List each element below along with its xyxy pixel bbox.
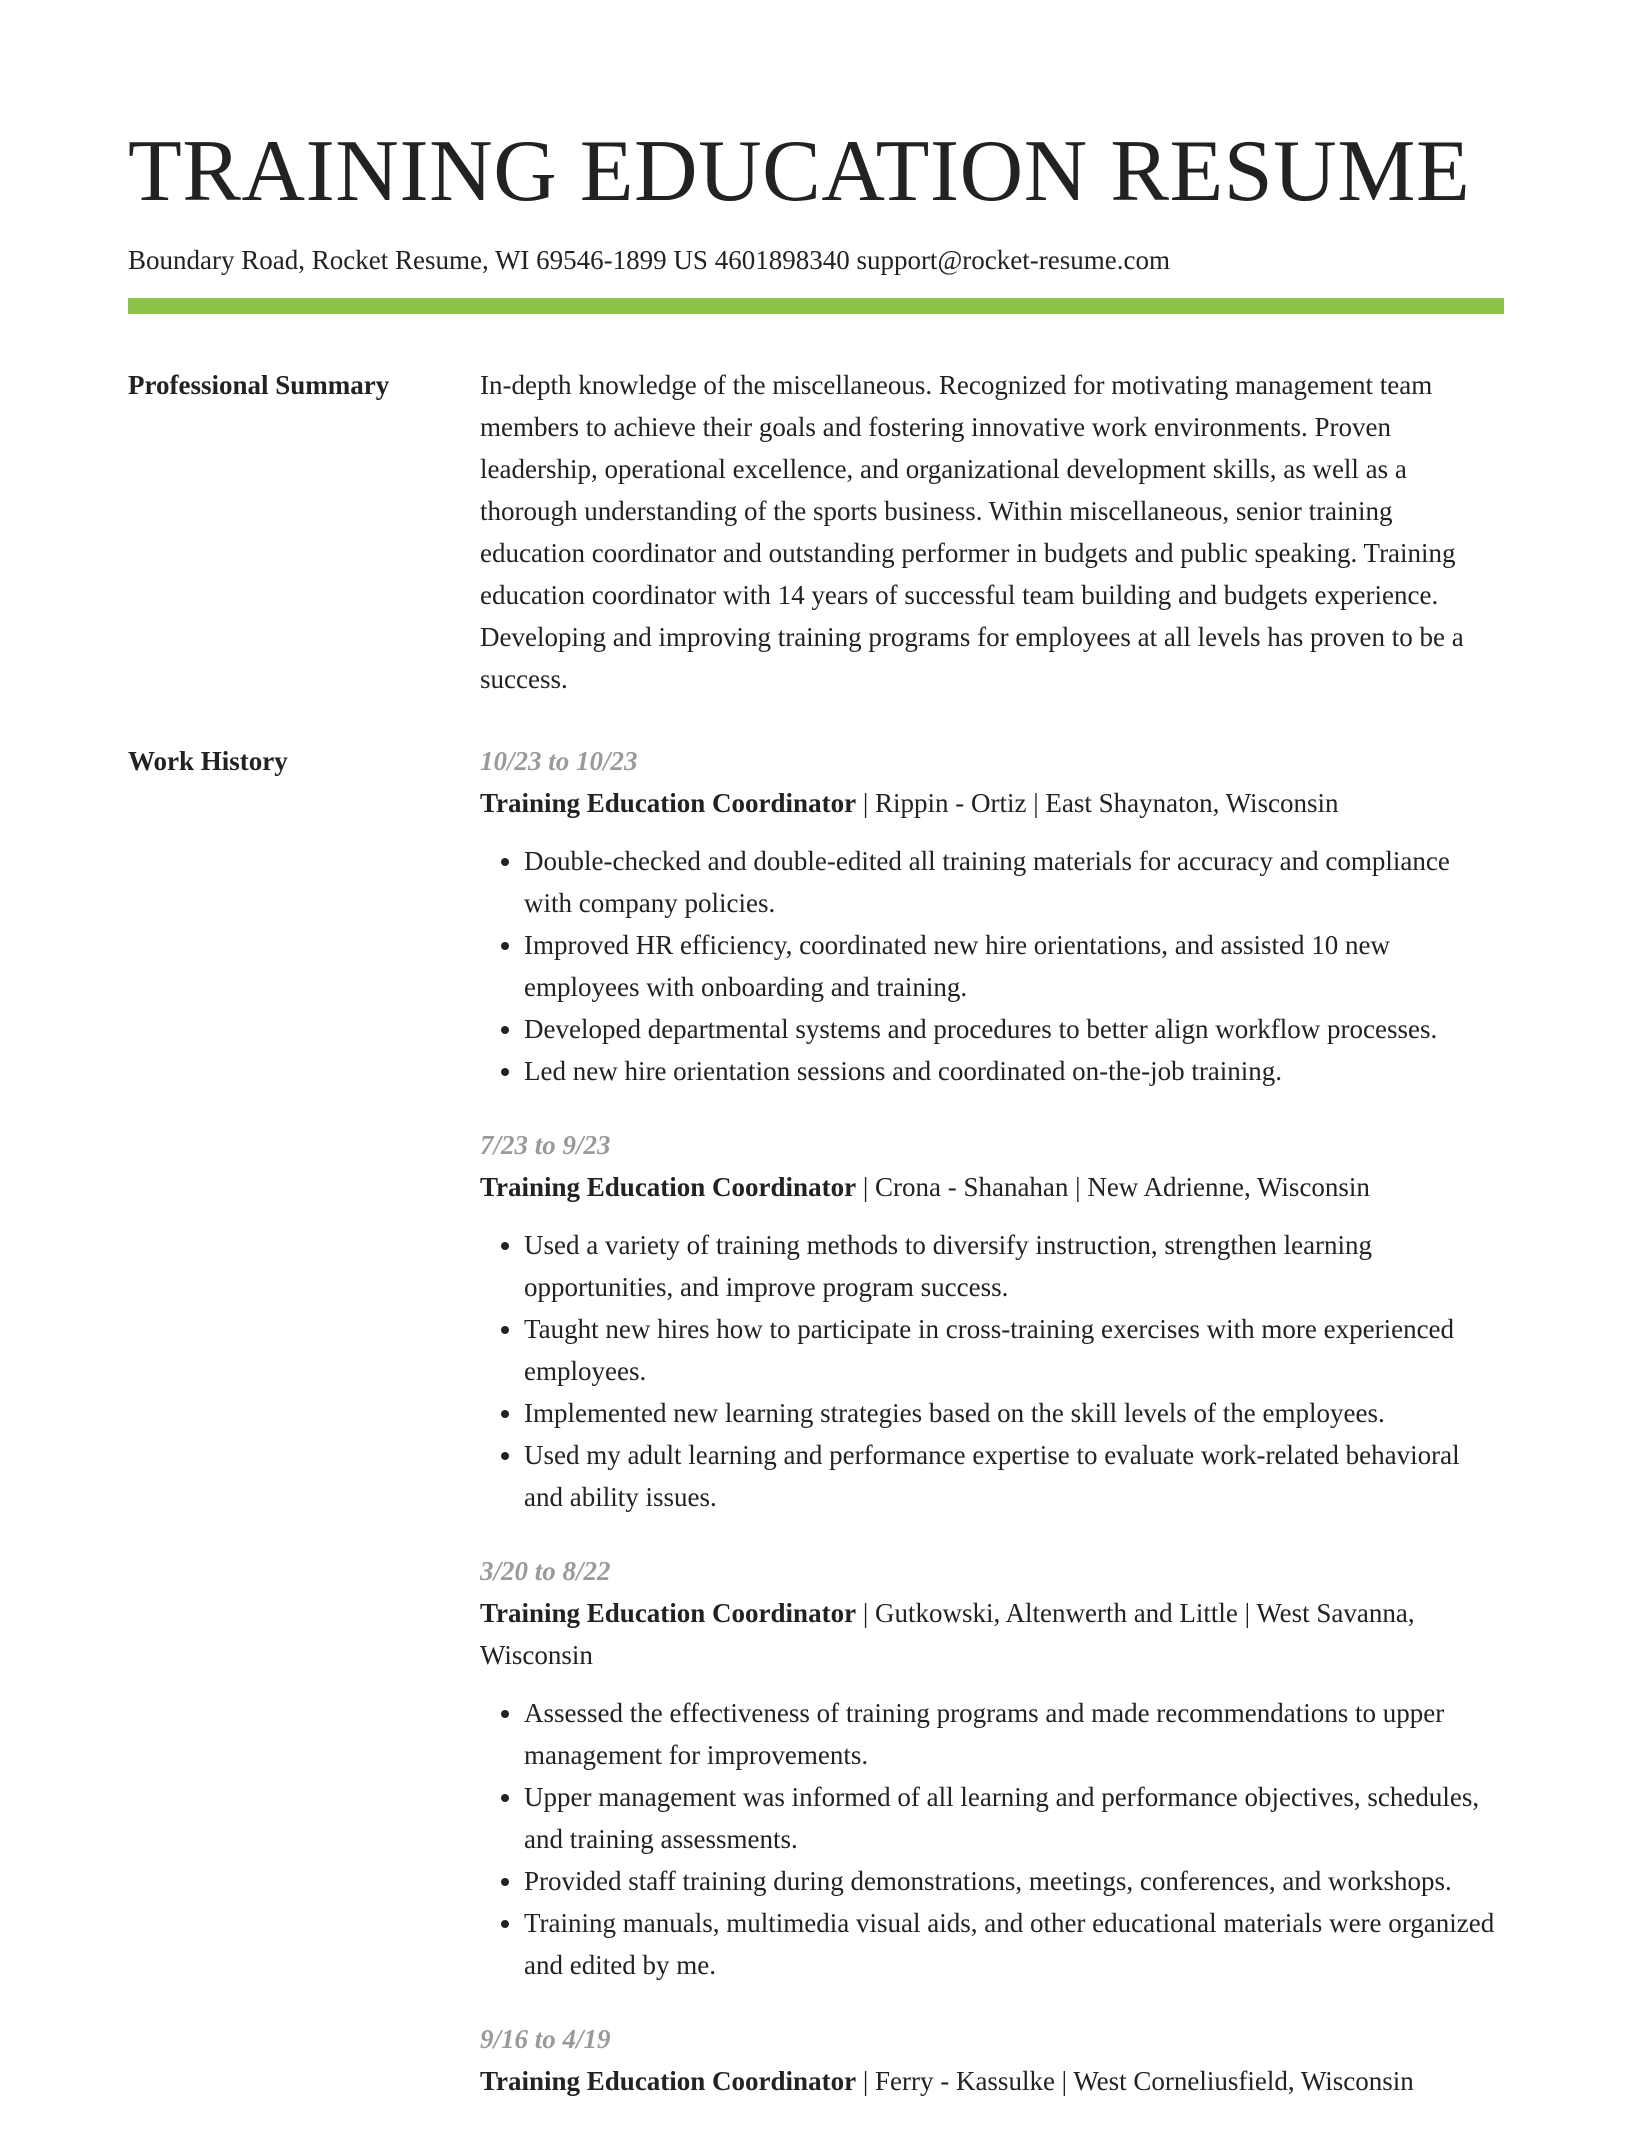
contact-line <box>128 242 1504 278</box>
job-entry <box>480 1550 1504 1986</box>
job-dates: 9/16 to 4/19 <box>480 2024 611 2054</box>
job-title: Training Education Coordinator <box>480 788 857 818</box>
job-bullet: • Used a variety of training methods to diversify instruction, strengthen learning opportunities, and improve program success. <box>524 1224 1504 1308</box>
job-bullet: • Double-checked and double-edited all training materials for accuracy and compliance with company policies. <box>524 840 1504 924</box>
job-employer-location: | Rippin - Ortiz | East Shaynaton, Wisconsin <box>856 788 1339 818</box>
job-employer-location: | Crona - Shanahan | New Adrienne, Wisconsin <box>856 1172 1370 1202</box>
job-entry <box>480 1124 1504 1518</box>
job-bullet-list <box>480 1224 1504 1518</box>
job-bullet: • Improved HR efficiency, coordinated new hire orientations, and assisted 10 new employees with onboarding and training. <box>524 924 1504 1008</box>
job-heading <box>480 2060 1504 2102</box>
job-heading <box>480 1592 1504 1676</box>
professional-summary-section <box>128 364 1504 700</box>
job-dates: 10/23 to 10/23 <box>480 746 638 776</box>
contact-phone: 4601898340 <box>714 245 850 275</box>
job-dates: 3/20 to 8/22 <box>480 1556 611 1586</box>
job-bullet: • Taught new hires how to participate in cross-training exercises with more experienced employees. <box>524 1308 1504 1392</box>
job-bullet: • Developed departmental systems and procedures to better align workflow processes. <box>524 1008 1504 1050</box>
job-bullet: • Used my adult learning and performance expertise to evaluate work-related behavioral and ability issues. <box>524 1434 1504 1518</box>
header-divider <box>128 298 1504 314</box>
contact-address: Boundary Road, Rocket Resume, WI 69546-1899 US <box>128 245 708 275</box>
work-history-section <box>128 740 1504 2102</box>
job-bullet-list <box>480 1692 1504 1986</box>
job-bullet: • Implemented new learning strategies based on the skill levels of the employees. <box>524 1392 1504 1434</box>
professional-summary-body <box>480 364 1504 700</box>
contact-email: support@rocket-resume.com <box>856 245 1170 275</box>
summary-text: In-depth knowledge of the miscellaneous. Recognized for motivating management team members to achieve their goals and fostering innovative work environments. Proven leadership, operational excellence, and organizational development skills, as well as a thorough understanding of the sports business. Within miscellaneous, senior training education coordinator and outstanding performer in budgets and public speaking. Training education coordinator with 14 years of successful team building and budgets experience. Developing and improving training programs for employees at all levels has proven to be a success. <box>480 370 1464 694</box>
section-label-work-history: Work History <box>128 746 288 776</box>
job-entry <box>480 2018 1504 2102</box>
job-employer-location: | Gutkowski, Altenwerth and Little | West Savanna, Wisconsin <box>480 1598 1415 1670</box>
job-entry <box>480 740 1504 1092</box>
job-title: Training Education Coordinator <box>480 1172 857 1202</box>
job-bullet: • Assessed the effectiveness of training programs and made recommendations to upper management for improvements. <box>524 1692 1504 1776</box>
job-bullet-list <box>480 840 1504 1092</box>
job-title: Training Education Coordinator <box>480 1598 857 1628</box>
work-history-body <box>480 740 1504 2102</box>
job-title: Training Education Coordinator <box>480 2066 857 2096</box>
job-bullet: • Provided staff training during demonstrations, meetings, conferences, and workshops. <box>524 1860 1504 1902</box>
section-label-professional-summary: Professional Summary <box>128 370 390 400</box>
resume-page <box>128 0 1504 2134</box>
resume-title: TRAINING EDUCATION RESUME <box>128 123 1471 220</box>
job-heading <box>480 782 1504 824</box>
job-bullet: • Training manuals, multimedia visual aids, and other educational materials were organized and edited by me. <box>524 1902 1504 1986</box>
job-employer-location: | Ferry - Kassulke | West Corneliusfield, Wisconsin <box>856 2066 1414 2096</box>
job-dates: 7/23 to 9/23 <box>480 1130 611 1160</box>
job-heading <box>480 1166 1504 1208</box>
job-bullet: • Upper management was informed of all learning and performance objectives, schedules, and training assessments. <box>524 1776 1504 1860</box>
job-bullet: • Led new hire orientation sessions and coordinated on-the-job training. <box>524 1050 1504 1092</box>
